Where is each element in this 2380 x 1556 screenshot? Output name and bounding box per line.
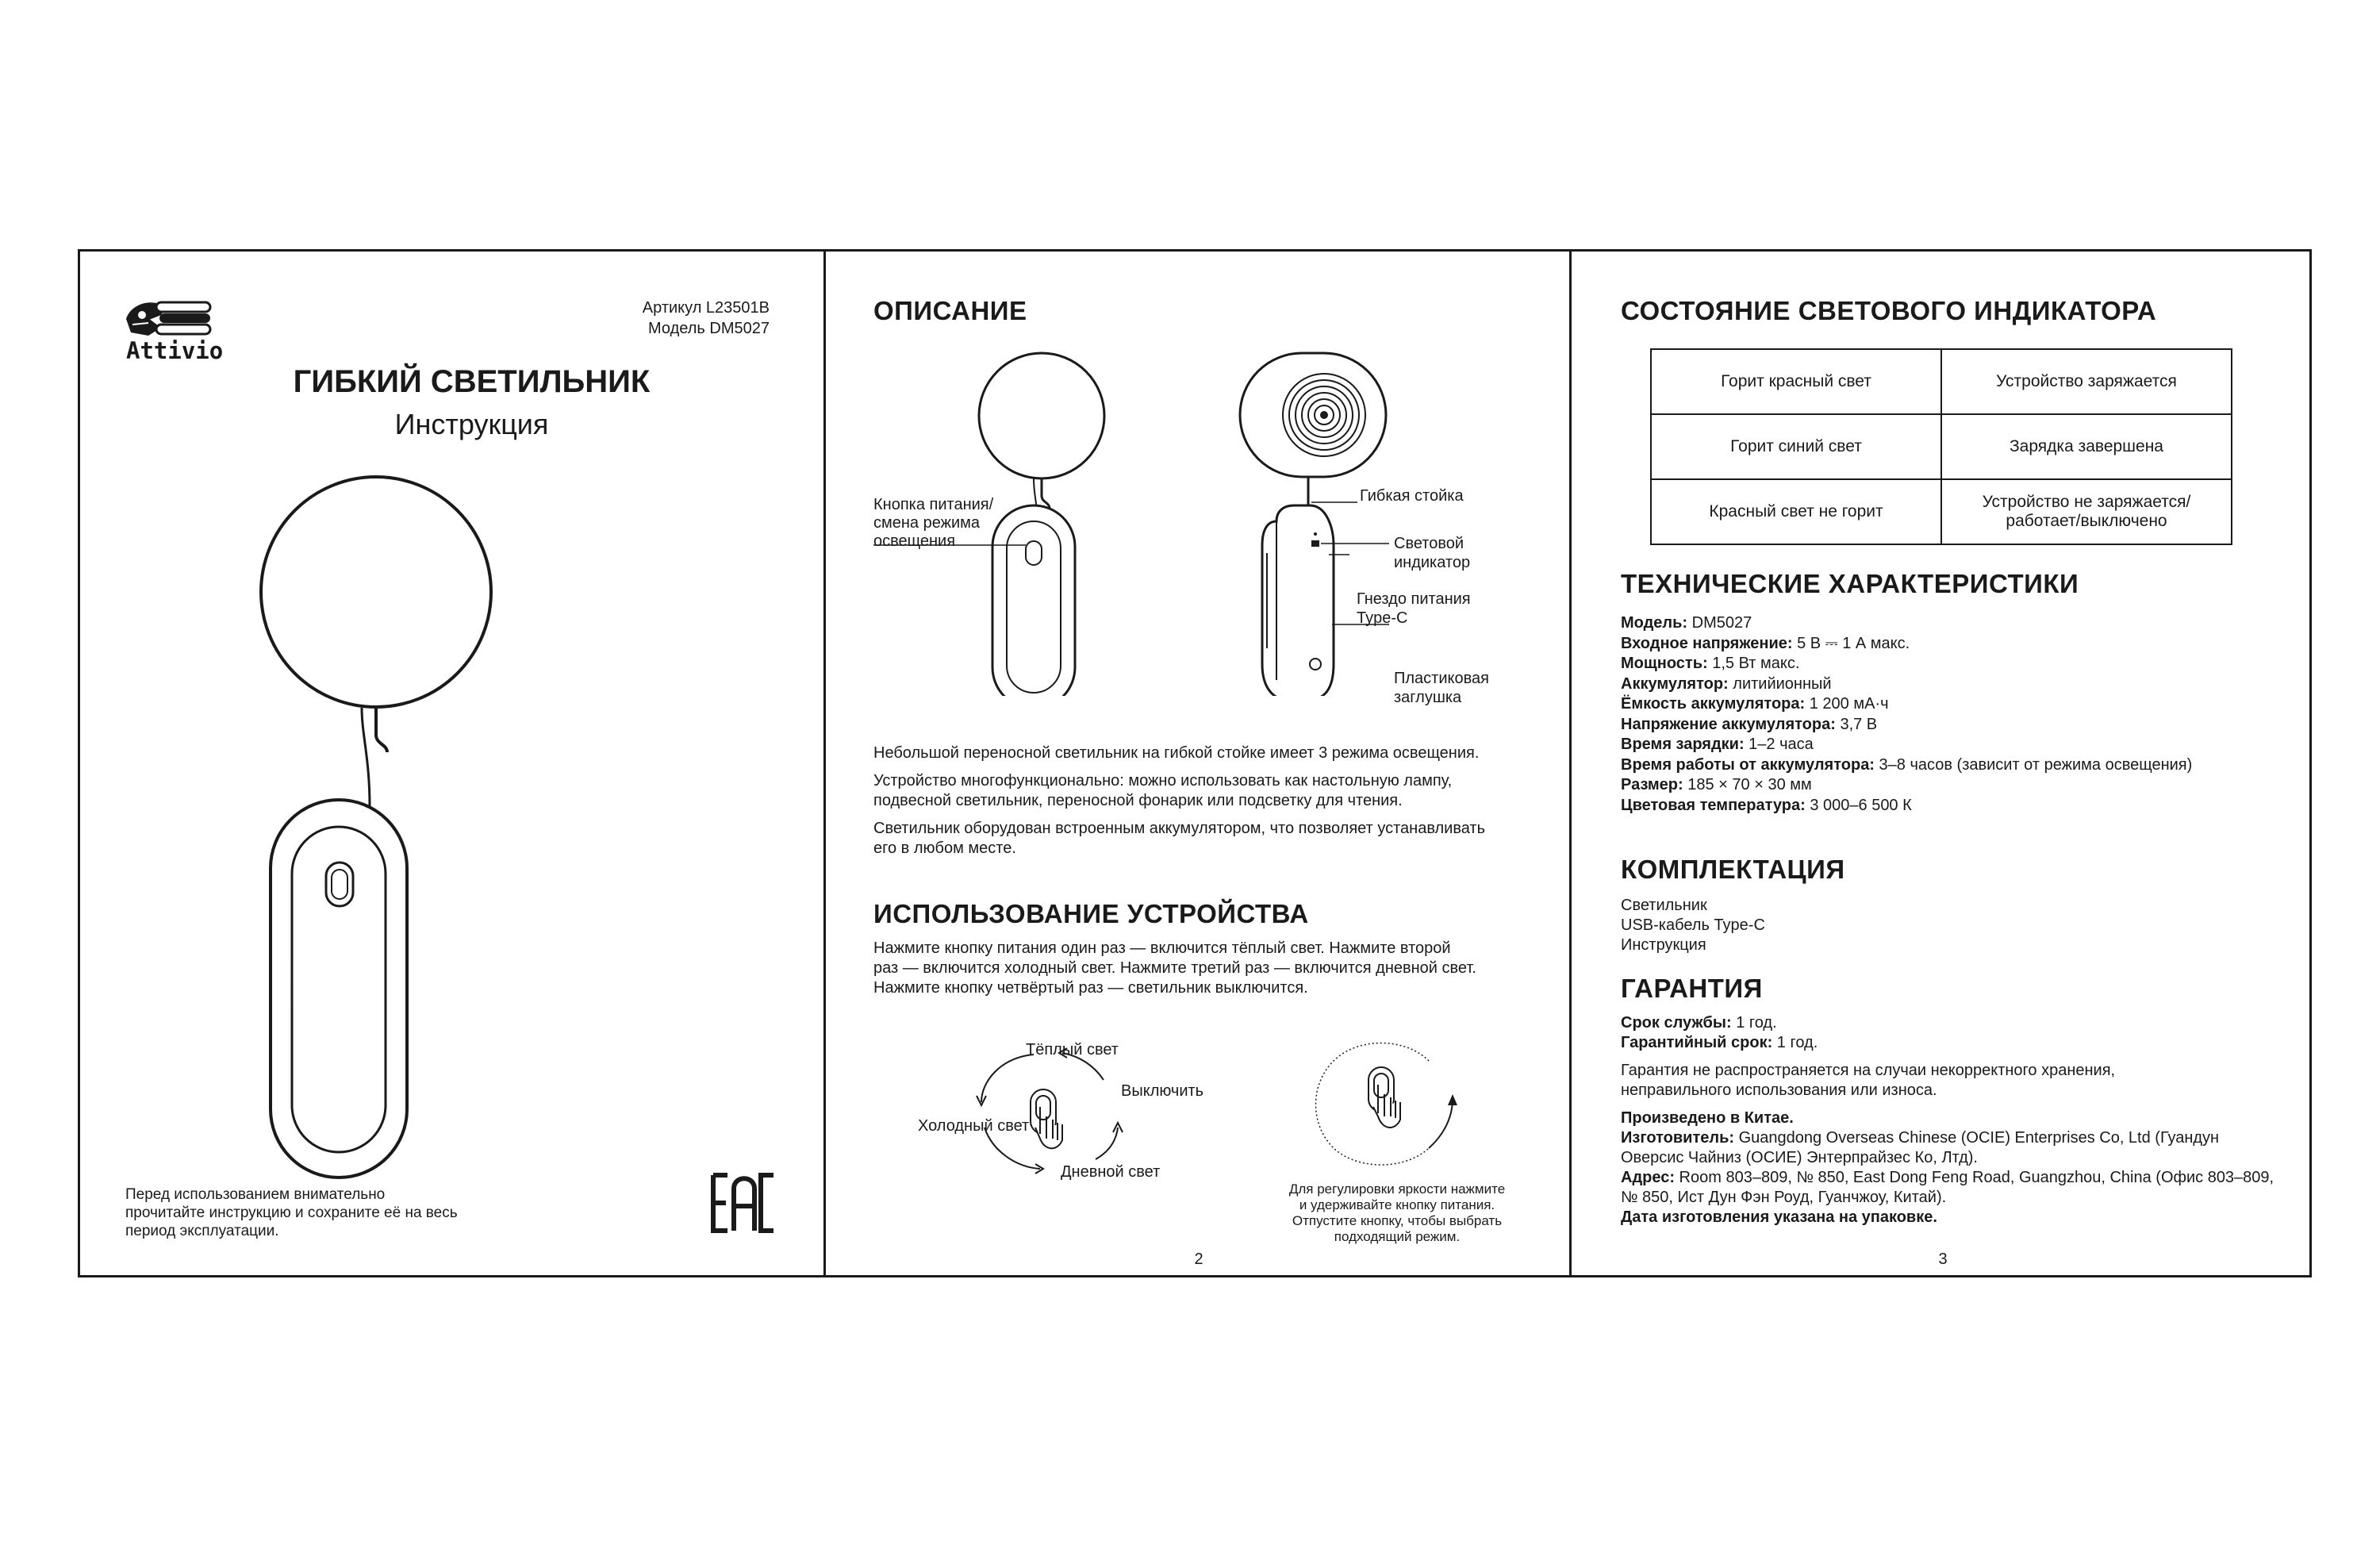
- specs-heading: ТЕХНИЧЕСКИЕ ХАРАКТЕРИСТИКИ: [1621, 569, 2079, 598]
- power-button-callout: Кнопка питания/ смена режима освещения: [873, 496, 994, 550]
- cycle-warm-label: Тёплый свет: [1026, 1041, 1119, 1058]
- table-cell: Устройство заряжается: [1941, 349, 2232, 414]
- spec-row: Модель: DM5027: [1621, 614, 1752, 632]
- list-item: Светильник: [1621, 897, 1707, 914]
- brand-name: Attivio: [126, 337, 224, 364]
- cover-panel: [80, 252, 823, 1275]
- table-cell: Устройство не заряжается/ работает/выключено: [1941, 479, 2232, 544]
- list-item: Инструкция: [1621, 936, 1706, 954]
- table-row: [1651, 414, 2232, 479]
- page-number: 3: [1938, 1251, 1948, 1268]
- kit-list: [1621, 896, 1765, 955]
- specs-panel: [1569, 252, 2312, 1275]
- brightness-diagram: [1310, 1037, 1476, 1172]
- spec-row: Время зарядки: 1–2 часа: [1621, 736, 1814, 753]
- eac-mark-icon: [710, 1173, 777, 1233]
- service-life: Срок службы: 1 год.: [1621, 1014, 1777, 1032]
- spec-row: Аккумулятор: литийионный: [1621, 674, 1832, 693]
- spec-row: Мощность: 1,5 Вт макс.: [1621, 655, 1800, 672]
- spec-row: Цветовая температура: 3 000–6 500 К: [1621, 796, 1912, 814]
- cover-notice: Перед использованием внимательно прочитайте инструкцию и сохраните её на весь период эксплуатации.: [125, 1186, 458, 1239]
- table-row: [1651, 479, 2232, 544]
- table-cell: Горит красный свет: [1651, 349, 1941, 414]
- flexible-stand-callout: Гибкая стойка: [1360, 487, 1464, 505]
- page-number: 2: [1194, 1251, 1203, 1268]
- lamp-illustration: [251, 473, 536, 1181]
- description-panel: [823, 252, 1569, 1275]
- lamp-head: [261, 477, 491, 707]
- description-paragraph: Устройство многофункционально: можно использовать как настольную лампу, подвесной светильник, переносной фонарик или подсветку для чтения.: [873, 772, 1453, 809]
- table-row: [1651, 349, 2232, 414]
- indicator-table: [1650, 348, 2232, 545]
- cycle-day-label: Дневной свет: [1061, 1163, 1161, 1181]
- warranty-text: [1621, 1013, 2287, 1228]
- type-c-socket-icon: [1310, 659, 1321, 670]
- product-title: ГИБКИЙ СВЕТИЛЬНИК: [293, 364, 651, 399]
- instruction-sheet: [78, 249, 2312, 1277]
- spec-row: Ёмкость аккумулятора: 1 200 мА·ч: [1621, 695, 1889, 713]
- warranty-heading: ГАРАНТИЯ: [1621, 974, 1763, 1003]
- specs-list: [1621, 613, 2192, 816]
- description-paragraph: Светильник оборудован встроенным аккумулятором, что позволяет устанавливать его в любом месте.: [873, 820, 1485, 857]
- indicator-heading: СОСТОЯНИЕ СВЕТОВОГО ИНДИКАТОРА: [1621, 296, 2157, 325]
- power-button-icon: [1026, 541, 1042, 565]
- brightness-caption: Для регулировки яркости нажмите и удерживайте кнопку питания. Отпустите кнопку, чтобы выбрать подходящий режим.: [1288, 1181, 1506, 1244]
- side-view-diagram: [1238, 347, 1508, 696]
- table-cell: Зарядка завершена: [1941, 414, 2232, 479]
- warranty-note: Гарантия не распространяется на случаи некорректного хранения, неправильного использования или износа.: [1621, 1062, 2116, 1099]
- description-paragraph: Небольшой переносной светильник на гибкой стойке имеет 3 режима освещения.: [873, 744, 1480, 762]
- cycle-off-label: Выключить: [1121, 1082, 1204, 1100]
- spec-row: Напряжение аккумулятора: 3,7 В: [1621, 715, 1878, 733]
- kit-heading: КОМПЛЕКТАЦИЯ: [1621, 855, 1845, 884]
- power-button-icon: [1374, 1074, 1388, 1097]
- warranty-term: Гарантийный срок: 1 год.: [1621, 1034, 1818, 1051]
- description-text: [873, 743, 1532, 859]
- table-cell: Красный свет не горит: [1651, 479, 1941, 544]
- spec-row: Размер: 185 × 70 × 30 мм: [1621, 776, 1812, 793]
- plug-callout: Пластиковая заглушка: [1394, 670, 1489, 706]
- socket-callout: Гнездо питания Type-C: [1357, 590, 1471, 627]
- table-cell: Горит синий свет: [1651, 414, 1941, 479]
- indicator-callout: Световой индикатор: [1394, 535, 1471, 571]
- spec-row: Время работы от аккумулятора: 3–8 часов (зависит от режима освещения): [1621, 755, 2193, 774]
- spec-row: Входное напряжение: 5 В ⎓ 1 А макс.: [1621, 634, 1910, 652]
- model-number: Модель DM5027: [648, 320, 770, 337]
- power-button-icon: [1036, 1096, 1050, 1120]
- product-codes: [643, 298, 770, 339]
- cycle-cold-label: Холодный свет: [918, 1117, 1030, 1135]
- cover-title-block: [80, 364, 823, 441]
- article-number: Артикул L23501B: [642, 299, 770, 317]
- product-subtitle: Инструкция: [394, 408, 549, 440]
- usage-text: Нажмите кнопку питания один раз — включится тёплый свет. Нажмите второй раз — включится холодный свет. Нажмите третий раз — включится дневной свет. Нажмите кнопку четвёртый раз — светильник выключится.: [873, 939, 1476, 997]
- indicator-light-icon: [1311, 540, 1319, 547]
- usage-heading: ИСПОЛЬЗОВАНИЕ УСТРОЙСТВА: [873, 899, 1309, 928]
- list-item: USB-кабель Type-C: [1621, 916, 1765, 934]
- description-heading: ОПИСАНИЕ: [873, 296, 1027, 325]
- manufacturer-info: Произведено в Китае. Изготовитель: Guangdong Overseas Chinese (OCIE) Enterprises Co, Ltd (Гуандун Оверсис Чайниз (ОСИЕ) Энтерпрайзес Ко, Лтд). Адрес: Room 803–809, № 850, East Dong Feng Road, Guangzhou, China (Офис 803–809, № 850, Ист Дун Фэн Роуд, Гуанчжоу, Китай). Дата изготовления указана на упаковке.: [1621, 1109, 2274, 1226]
